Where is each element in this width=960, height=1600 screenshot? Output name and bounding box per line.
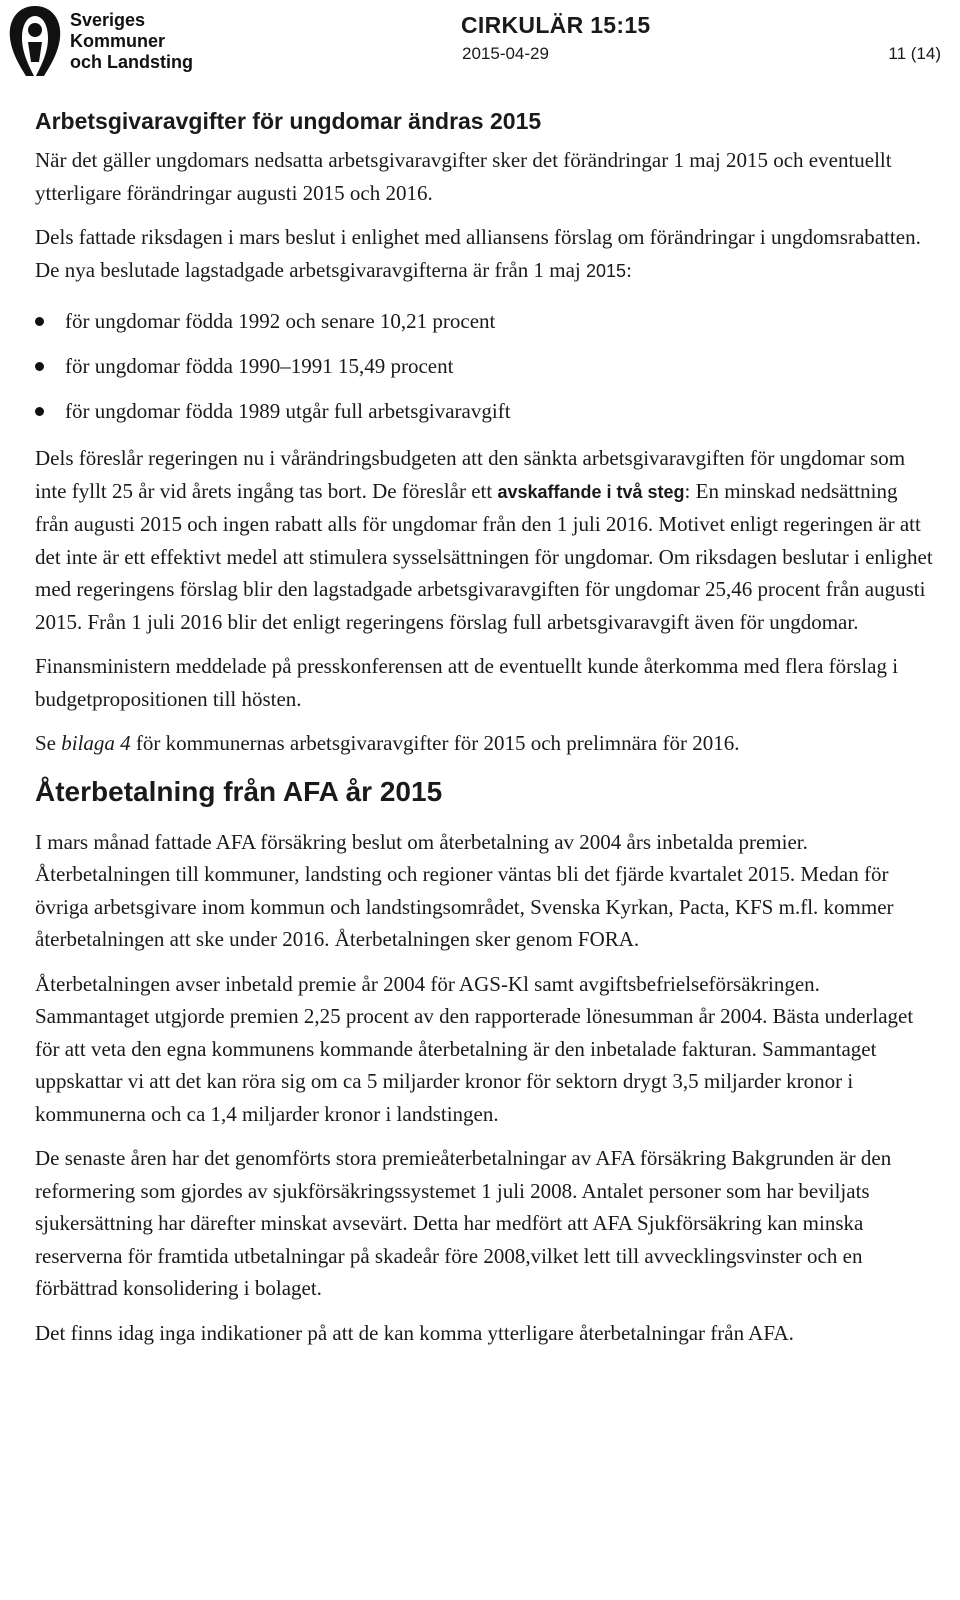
list-item: för ungdomar födda 1992 och senare 10,21 procent <box>35 299 935 344</box>
paragraph <box>35 442 935 638</box>
paragraph <box>35 727 935 760</box>
paragraph-text: Dels föreslår regeringen nu i vårändringsbudgeten att den sänkta arbetsgivaravgiften för ungdomar som inte fyllt 25 år vid årets ingång tas bort. De föreslår ett <box>35 446 906 503</box>
paragraph: Återbetalningen avser inbetald premie år 2004 för AGS-Kl samt avgiftsbefrielseförsäkringen. Sammantaget utgjorde premien 2,25 procent av den rapporterade lönesumman år 2004. Bästa underlaget för att veta den egna kommunens kommande återbetalning är den inbetalade fakturan. Sammantaget uppskattar vi att det kan röra sig om ca 5 miljarder kronor för sektorn drygt 3,5 miljarder kronor i kommunerna och ca 1,4 miljarder kronor i landstingen. <box>35 971 914 1126</box>
year-text: 2015 <box>586 260 627 281</box>
page-number: 11 (14) <box>888 44 941 63</box>
emphasis-text: avskaffande i två steg <box>497 481 685 502</box>
skl-logo <box>4 2 194 78</box>
logo-text-line-2: Kommuner <box>70 31 166 51</box>
skl-emblem-icon <box>4 2 66 78</box>
section-heading-aterbetalning: Återbetalning från AFA år 2015 <box>35 775 443 807</box>
logo-text-line-1: Sveriges <box>70 10 146 30</box>
appendix-reference: bilaga 4 <box>61 731 131 755</box>
paragraph: Det finns idag inga indikationer på att de kan komma ytterligare återbetalningar från AFA. <box>35 1320 794 1345</box>
bullet-list <box>35 299 935 434</box>
paragraph: De senaste åren har det genomförts stora premieåterbetalningar av AFA försäkring Bakgrunden är den reformering som gjordes av sjukförsäkringssystemet 1 juli 2008. Antalet personer som har beviljats sjukersättning har därefter minskat avsevärt. Detta har medfört att AFA Sjukförsäkring kan minska reserverna för framtida utbetalningar på skadeår före 2008,vilket lett till avvecklingsvinster och en förbättrad konsolidering i bolaget. <box>35 1146 892 1300</box>
circular-title: CIRKULÄR 15:15 <box>461 12 651 38</box>
list-item: för ungdomar födda 1989 utgår full arbetsgivaravgift <box>35 389 935 434</box>
paragraph-text: Se <box>35 731 62 755</box>
paragraph-text: Dels fattade riksdagen i mars beslut i enlighet med alliansens förslag om förändringar i ungdomsrabatten. De nya beslutade lagstadgade arbetsgivaravgifterna är från 1 maj <box>35 225 921 282</box>
document-date: 2015-04-29 <box>462 44 549 63</box>
paragraph: När det gäller ungdomars nedsatta arbetsgivaravgifter sker det förändringar 1 maj 2015 och eventuellt ytterligare förändringar augusti 2015 och 2016. <box>35 148 892 205</box>
logo-text-line-3: och Landsting <box>70 52 193 72</box>
paragraph-text: : En minskad nedsättning från augusti 2015 och ingen rabatt alls för ungdomar från den 1 juli 2016. Motivet enligt regeringen är att det inte är ett effektivt medel att stimulera sysselsättningen för ungdomar. Om riksdagen beslutar i enlighet med regeringens förslag blir den lagstadgade arbetsgivaravgiften för ungdomar 25,46 procent från augusti 2015. Från 1 juli 2016 blir det enligt regeringens förslag full arbetsgivaravgift även för ungdomar. <box>35 478 933 634</box>
section-heading-arbetsgivaravgifter: Arbetsgivaravgifter för ungdomar ändras 2015 <box>35 108 542 134</box>
document-body <box>35 104 935 1361</box>
paragraph: I mars månad fattade AFA försäkring beslut om återbetalning av 2004 års inbetalda premier. Återbetalningen till kommuner, landsting och regioner väntas bli det fjärde kvartalet 2015. Medan för övriga arbetsgivare inom kommun och landstingsområdet, Svenska Kyrkan, Pacta, KFS m.fl. kommer återbetalningen att ske under 2016. Återbetalningen sker genom FORA. <box>35 829 894 951</box>
paragraph-text: : <box>626 257 632 282</box>
paragraph: Finansministern meddelade på presskonferensen att de eventuellt kunde återkomma med flera förslag i budgetpropositionen till hösten. <box>35 654 899 711</box>
paragraph-text: för kommunernas arbetsgivaravgifter för 2015 och prelimnära för 2016. <box>130 731 740 755</box>
list-item: för ungdomar födda 1990–1991 15,49 procent <box>35 344 935 389</box>
paragraph <box>35 221 935 287</box>
